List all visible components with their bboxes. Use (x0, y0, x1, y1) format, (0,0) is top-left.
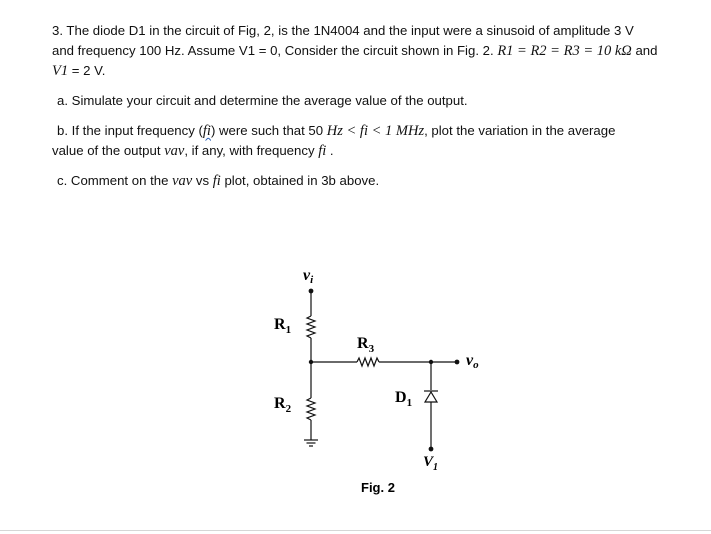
part-b-line-1: b. If the input frequency (fi) were such that 50 Hz < fi < 1 MHz, plot the variation in the average (57, 123, 616, 139)
output-terminal (455, 360, 460, 365)
fi-symbol: fi (212, 173, 221, 189)
question-line-2: and frequency 100 Hz. Assume V1 = 0, Consider the circuit shown in Fig. 2. R1 = R2 = R3 = 10 kΩ and (52, 43, 658, 59)
v1-label: $V_1$ (423, 454, 439, 473)
v1-terminal (429, 447, 434, 452)
resistor-r1-symbol (307, 316, 315, 338)
resistor-r3-symbol (357, 358, 379, 366)
vi-label: vi (303, 267, 314, 286)
resistor-r2-symbol (307, 398, 315, 420)
fi-symbol: fi (318, 143, 327, 159)
part-c: c. Comment on the vav vs fi plot, obtained in 3b above. (57, 173, 380, 189)
v1-symbol: V1 (52, 63, 69, 79)
junction-node (309, 360, 313, 364)
r1-label: $R_1$ (274, 316, 292, 336)
diode-d1-symbol (425, 392, 437, 402)
r3-label: $R_3$ (357, 335, 375, 355)
resistor-equation: R1 = R2 = R3 = 10 kΩ (497, 43, 632, 59)
vav-symbol: vav (172, 173, 193, 189)
d1-label: $D_1$ (395, 389, 413, 409)
question-line-3: V1 = 2 V. (52, 63, 106, 79)
frequency-range: Hz < fi < 1 MHz (326, 123, 425, 139)
part-a: a. Simulate your circuit and determine the average value of the output. (57, 93, 468, 108)
vav-symbol: vav (164, 143, 185, 159)
question-line-1: 3. The diode D1 in the circuit of Fig, 2, is the 1N4004 and the input were a sinusoid of amplitude 3 V (52, 23, 634, 38)
page-bottom-divider (0, 530, 711, 531)
vo-label: vo (466, 352, 479, 371)
figure-caption: Fig. 2 (361, 480, 395, 495)
fi-symbol-underlined: fi (202, 123, 211, 139)
part-b-line-2: value of the output vav, if any, with frequency fi . (52, 143, 334, 159)
r2-label: $R_2$ (274, 395, 292, 415)
input-terminal (309, 289, 314, 294)
output-junction-node (429, 360, 433, 364)
